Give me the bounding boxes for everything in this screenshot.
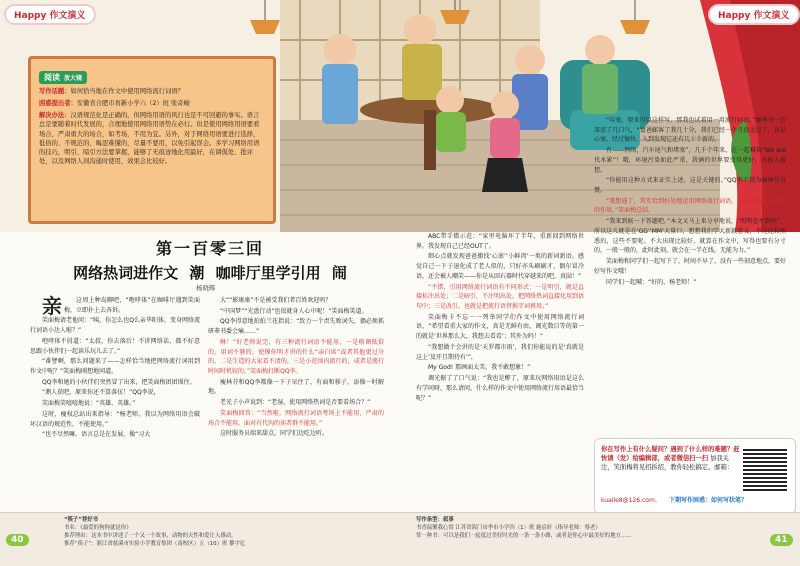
paragraph: 笑面梅笑嘻嘻地说：“英雄，英雄。”	[42, 400, 136, 408]
board-line	[39, 99, 265, 108]
paragraph: “测人获吧，原来你还不算落伍！”QQ李说，	[42, 389, 160, 397]
paragraph: “中国梦”“光盘行动”也很就身人心中呢！”笑面梅笑道。	[220, 307, 368, 315]
paragraph: 笑面梅请老他问：“咦，你怎么也Q么亲毕阳体，变身网络流行词语小达人啦？”	[30, 317, 200, 335]
paragraph: 同学们一起喊：“好的，杨老师！”	[606, 278, 697, 286]
footer-left	[0, 512, 400, 566]
paragraph: “你能用这种方式来证实上述，这是关键的。”QQ李不禁为瘦林芬点赞。	[594, 177, 786, 195]
paragraph: 这时，瘦权总站出来指导：“杨老师，我以为网络用语会破坏汉语的规范性，不能使用。”	[30, 410, 200, 428]
paragraph: 瘦林芬和QQ李都像一下子呆住了，有面和移子，添像一时解地。	[208, 378, 384, 396]
paragraph-highlight: 咻！”好老师说完，有三种流行词语不能用，一是格调低俗的，用词不够的，使撑你明才讲的什么“亲白席”或者其他更过分的，二是生造的大家看不清的，三是小范围内流行的，或者是流行时间时机较的。”笑面梅打断QQ李。	[208, 338, 384, 376]
dropcap: 亲	[42, 294, 62, 318]
paragraph: 老光子小声说到：“老湿，使用网络热词是否要看场合？”	[220, 399, 371, 407]
board-line-label: 解决办法：	[39, 112, 71, 120]
question-ad-box	[594, 438, 796, 514]
article-column-3	[416, 232, 584, 404]
paragraph: “番譬啊，那么问题来了——怎样恰当地把网络流行词用到作文中呢？”笑面梅刚想地问道。	[30, 358, 200, 376]
board-line-label: 困惑提出者：	[39, 100, 77, 108]
article-column-1	[30, 296, 200, 441]
page-number-left: 40	[6, 534, 29, 546]
board-line	[39, 111, 265, 166]
paragraph: “我想做个会讲的是‘天罗都市雨’，我们你能说的是‘真就是这上’及开且期待有’”，	[416, 343, 584, 361]
paragraph-text: 这周上种岛聊吧，“咆哮体”在咖啡厅遇到笑面梅，立即扑上去各诉。	[64, 297, 200, 314]
board-line-text: 如何恰当地在作文中使用网络流行词语？	[70, 88, 184, 95]
paragraph: “我来到候一下答题吧。”本文又马上来分享地说，“明明也不到位”，所以这儿就是在‘GG’‘MM’大量口，想想我们学大新就意义，不过比较熟悉的，这些不要呢。不大出现比较好，就算在作文中，写得也要有分寸的，一般一般的，此时此刻，就会在一半在线，无能为力。”	[594, 218, 786, 255]
rec-reason: 推荐理由：这本书中讲述了一个又一个故事，动物的天性和爱让人感动。	[64, 533, 237, 540]
reading-board	[28, 56, 276, 224]
header-badge-right: Happy 作文演义	[710, 6, 798, 23]
recommender: 推荐“筷子”：浙江省慈溪市实验小学教育集团（南校区）五（10）班 黎宇亿	[64, 541, 246, 548]
author-name: 杨晓辉	[196, 284, 216, 292]
paragraph: 笑面梅卡不忘一一列举同学们作文中使用网络流行词语，“希望看重大家的作文，真是无鲜有由，调光数目等的第一的就是‘世界那么大，我想去看看’；其外为吗！”	[416, 313, 584, 341]
paragraph-highlight: “我想通了，其实恰到好处地运用网络流行词语，可以起到画龙点睛的作用。”笑面梅总结。	[594, 197, 786, 215]
paragraph: 咆哮体不屑道：“太叔，你去落后！不讲网络话，都不好意思跟小伙伴们一起读乐玩儿去了。”	[30, 337, 200, 355]
paragraph: “也不尽然嘛。语言总是在发展，像“习大	[42, 431, 151, 439]
header-badge-left: Happy 作文演义	[6, 6, 94, 23]
board-line-text: 安徽省合肥市育新小学六（2）班 张奇峻	[76, 100, 190, 108]
book-name: 书名：《最爱的狗狗就是你》	[64, 525, 132, 532]
paragraph: “哇塞，原来可以这样写，那我也试着用一用流行词语。”瘦林芬一边深思了几口气，“富爸邮客了我几十分，我们已经一个月没见过了，真是心塞。经过愉快，入到发现它还有几十个新的。	[594, 117, 786, 144]
paragraph: 笑面梅和同学们一起写下了，时间不早了，没有一些刻意地点，要好好写作文哦！	[594, 258, 787, 275]
paragraph-highlight: 笑面梅回答：“当然啦。网络流行词语考场上不能用，严肃的场合不能用，面对有代沟的读者群不能用。”	[208, 409, 384, 427]
board-heading-small: 放大镜	[64, 75, 83, 82]
paragraph: 调光振了了口气说：“我也是醉了，原来玩网络用语是这么有学问呀，那么请问，什么样的作文中使用网络流行用语最恰当呢？”	[416, 375, 585, 402]
paragraph: 细心点就发现爸爸搬找‘心塞’‘小鲜肉’一类的新词新语。感觉自己一下子退化成了老人似的，只好亦头刷刷才，偶尔冒冷语，还会被人嘲笑——你是从回石器时代穿越来的吧，真囧！”	[416, 253, 584, 280]
page-number-right: 41	[770, 534, 793, 546]
footer-right-label: 写作条型：叙事	[416, 517, 454, 523]
paragraph: ABC带手微示范：“家里电脑坏了半年，重新回到网络世界，我发现自己已经OUT了。	[416, 233, 584, 250]
board-line-text: 汉语规范化是正确的，但网络用语的风行也是不可回避的事实。语言总是要随着时代发展的，合理地使用网络用语势在必行。但是使用网络用语要看场合，严肃重大的场合，如考场，不用为宜。另外，对于网络用语要进行选择，低俗的、不规范的、晦涩难懂的，尽量不要用，以免引起误会。多学习网络用语的技巧，明引、暗引方法要掌握，能够了无痕迹地化用最好，在调侃处、批评处，以及网络人间沟通时使用，效果会比较好。	[39, 112, 260, 165]
chapter-title	[40, 236, 380, 283]
rec-label: “筷子”荐好书	[64, 517, 99, 523]
paragraph: 这时服务员端来甜点，同学们边吃边听。	[220, 430, 329, 438]
chapter-title-line1: 第一百零三回	[155, 239, 264, 258]
footer-left-text	[64, 516, 384, 548]
article-column-2	[208, 296, 384, 440]
ad-text	[601, 445, 741, 472]
board-line-label: 写作话题：	[39, 88, 71, 95]
paragraph: 有——网络，汽车尾气和堵塞”，几千个年来，在一起喊着“We are 伐木累”！哦，环境污染如此严重，我俩的世界要变得更好，为他人着想。	[594, 147, 786, 174]
board-heading	[39, 71, 87, 84]
board-line	[39, 87, 265, 96]
footer-right-author: 书香温馨我心窝 江苏省海门市李市小学四（1）班 施宸轩（指导老师：蔡老）	[416, 525, 601, 532]
paragraph-highlight: “不错，引用网络流行词语有不同形式：一是明引，就是直接标注出处；二是暗引，不注明出处，把网络热词直接化用到语句中；三是改引，也就是把流行语替换字词再用。”	[416, 283, 585, 311]
paragraph: QQ李得意地拍拍兰花指说：“致力一个责失败词失，偶必须抓研辈书委会痛……”	[208, 318, 384, 336]
paragraph: 大”“影康康”不是被受我们者百姓欢迎吗？	[220, 297, 332, 304]
footer-right-body: 常一种书：可以是我们一起度过美好时光的一条一条小路，或者是你心中最美好的地方……	[416, 533, 632, 540]
paragraph	[30, 294, 200, 318]
paragraph: My God! 那画面太美，我不敢想象！”	[428, 364, 531, 372]
board-heading-label: 阅读	[44, 73, 60, 82]
ad-line-2: 加我关注，笑面梅将见招拆招，教你轻松搞定。邮箱：	[601, 455, 734, 472]
footer-right	[400, 512, 800, 566]
footer-right-text	[416, 516, 746, 540]
ad-line-1: 你在写作上有什么疑问？遇到了什么样的难题？赶快请（发）给编辑部，或者微信扫一扫	[601, 446, 740, 463]
qr-code-icon[interactable]	[743, 447, 787, 491]
ad-email[interactable]: kuaile8@126.com。	[601, 497, 661, 504]
article-column-4	[594, 116, 786, 288]
chapter-title-line2: 网络热词进作文 潮 咖啡厅里学引用 闹	[73, 264, 347, 282]
paragraph: QQ李和她的小伙伴们突然冒了出来，把笑面梅团团围住。	[42, 378, 196, 386]
ad-next-topic: 下期写作困惑：如何写状笔？	[669, 497, 748, 504]
